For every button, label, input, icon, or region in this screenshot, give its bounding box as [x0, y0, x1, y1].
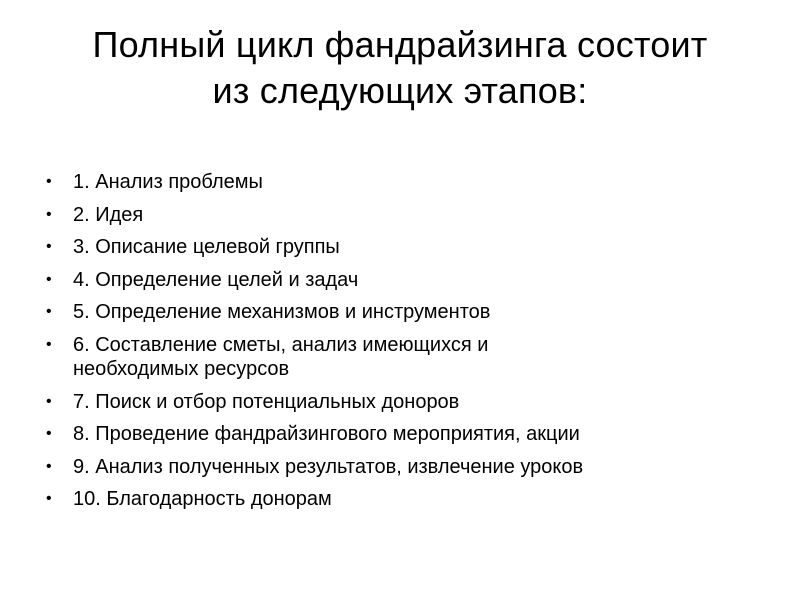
list-item: [46, 390, 766, 414]
bullet-icon: •: [46, 238, 52, 256]
list-item-text: 1. Анализ проблемы: [73, 171, 263, 193]
list-item: [46, 203, 766, 227]
list-item: [46, 235, 766, 259]
stage-list: [46, 170, 766, 511]
list-item-text: 2. Идея: [73, 203, 144, 226]
slide-content: [46, 170, 766, 520]
slide-title-line-1: Полный цикл фандрайзинга состоит: [92, 24, 708, 65]
list-item-text: 5. Определение механизмов и инструментов: [73, 301, 491, 324]
list-item-text: 4. Определение целей и задач: [73, 268, 359, 291]
bullet-icon: •: [46, 457, 52, 475]
bullet-icon: •: [46, 173, 52, 190]
list-item: [46, 268, 766, 292]
list-item-text: 8. Проведение фандрайзингового мероприятия, акции: [73, 423, 580, 446]
bullet-icon: •: [46, 425, 52, 443]
list-item-text: 9. Анализ полученных результатов, извлечение уроков: [73, 455, 584, 478]
list-item: [46, 487, 766, 511]
list-item-text: 10. Благодарность донорам: [73, 488, 332, 511]
list-item-text: 6. Составление сметы, анализ имеющихся и необходимых ресурсов: [73, 333, 489, 380]
bullet-icon: •: [46, 205, 52, 223]
list-item: [46, 170, 766, 194]
list-item: [46, 333, 766, 381]
slide-title: [40, 22, 760, 114]
bullet-icon: •: [46, 335, 52, 353]
list-item: [46, 455, 766, 479]
bullet-icon: •: [46, 392, 52, 410]
bullet-icon: •: [46, 303, 52, 321]
list-item-text: 3. Описание целевой группы: [73, 236, 340, 259]
list-item: [46, 422, 766, 446]
list-item-text: 7. Поиск и отбор потенциальных доноров: [73, 390, 460, 413]
bullet-icon: •: [46, 490, 52, 508]
bullet-icon: •: [46, 270, 52, 288]
slide-title-line-2: из следующих этапов:: [212, 70, 588, 111]
list-item: [46, 300, 766, 324]
